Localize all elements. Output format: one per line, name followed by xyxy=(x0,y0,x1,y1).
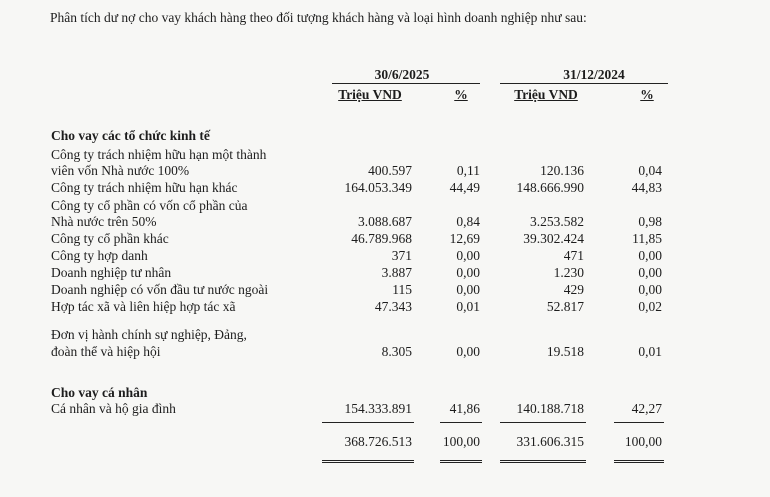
pct-header-2: % xyxy=(640,87,654,102)
table-row xyxy=(0,147,770,163)
row-label: Nhà nước trên 50% xyxy=(51,214,157,229)
row-label: Công ty trách nhiệm hữu hạn một thành xyxy=(51,147,267,162)
row-label: Công ty cổ phần có vốn cổ phần của xyxy=(51,198,248,213)
cell-pct-2025: 41,86 xyxy=(449,401,480,416)
period1-rule xyxy=(332,83,480,84)
row-label: Công ty hợp danh xyxy=(51,248,148,263)
total-pct-2025: 100,00 xyxy=(442,434,480,449)
table-row xyxy=(0,401,770,417)
table-row xyxy=(0,180,770,196)
table-row xyxy=(0,299,770,315)
row-label: Doanh nghiệp có vốn đầu tư nước ngoài xyxy=(51,282,269,297)
total-amount-2025: 368.726.513 xyxy=(344,434,412,449)
unit-header-2: Triệu VND xyxy=(514,87,578,102)
total-pct-2024: 100,00 xyxy=(624,434,662,449)
cell-amount-2024: 39.302.424 xyxy=(523,231,584,246)
table-row xyxy=(0,198,770,214)
table-row xyxy=(0,327,770,343)
cell-pct-2025: 44,49 xyxy=(449,180,480,195)
section-personal-label: Cho vay cá nhân xyxy=(51,385,148,400)
period1-header: 30/6/2025 xyxy=(374,67,430,82)
cell-amount-2024: 1.230 xyxy=(553,265,584,280)
total-rule-bottom xyxy=(322,460,414,463)
cell-pct-2025: 0,00 xyxy=(456,344,480,359)
cell-pct-2024: 0,02 xyxy=(638,299,662,314)
cell-amount-2024: 471 xyxy=(563,248,584,263)
cell-amount-2025: 154.333.891 xyxy=(344,401,412,416)
cell-pct-2025: 0,11 xyxy=(456,163,480,178)
cell-amount-2024: 19.518 xyxy=(546,344,584,359)
row-label: Đơn vị hành chính sự nghiệp, Đảng, xyxy=(51,327,247,342)
total-rule-top xyxy=(614,422,664,423)
total-rule-bottom xyxy=(440,460,482,463)
cell-pct-2024: 0,00 xyxy=(638,265,662,280)
cell-amount-2025: 46.789.968 xyxy=(351,231,412,246)
cell-amount-2025: 400.597 xyxy=(368,163,412,178)
cell-amount-2025: 47.343 xyxy=(374,299,412,314)
cell-amount-2025: 3.088.687 xyxy=(358,214,412,229)
cell-pct-2024: 0,00 xyxy=(638,282,662,297)
table-row xyxy=(0,248,770,264)
total-amount-2024: 331.606.315 xyxy=(516,434,584,449)
cell-pct-2025: 0,84 xyxy=(456,214,480,229)
row-label: viên vốn Nhà nước 100% xyxy=(51,163,190,178)
period2-rule xyxy=(500,83,668,84)
pct-header-1: % xyxy=(454,87,468,102)
cell-amount-2024: 3.253.582 xyxy=(530,214,584,229)
cell-pct-2024: 0,98 xyxy=(638,214,662,229)
intro-text: Phân tích dư nợ cho vay khách hàng theo đối tượng khách hàng và loại hình doanh nghiệp như sau: xyxy=(50,10,587,25)
total-row xyxy=(0,434,770,450)
cell-amount-2024: 140.188.718 xyxy=(516,401,584,416)
table-row xyxy=(0,282,770,298)
row-label: Cá nhân và hộ gia đình xyxy=(51,401,176,416)
cell-pct-2025: 0,00 xyxy=(456,265,480,280)
cell-amount-2025: 8.305 xyxy=(381,344,412,359)
total-rule-top xyxy=(440,422,482,423)
cell-amount-2025: 371 xyxy=(391,248,412,263)
cell-pct-2025: 0,00 xyxy=(456,282,480,297)
cell-pct-2024: 11,85 xyxy=(632,231,662,246)
table-row xyxy=(0,344,770,360)
cell-pct-2025: 0,00 xyxy=(456,248,480,263)
total-rule-bottom xyxy=(614,460,664,463)
cell-pct-2024: 0,01 xyxy=(638,344,662,359)
cell-amount-2025: 164.053.349 xyxy=(344,180,412,195)
period2-header: 31/12/2024 xyxy=(563,67,625,82)
section-heading xyxy=(0,385,770,401)
cell-amount-2025: 115 xyxy=(392,282,412,297)
cell-amount-2025: 3.887 xyxy=(381,265,412,280)
table-row xyxy=(0,163,770,179)
table-row xyxy=(0,265,770,281)
row-label: Hợp tác xã và liên hiệp hợp tác xã xyxy=(51,299,236,314)
table-row xyxy=(0,214,770,230)
table-row xyxy=(0,231,770,247)
total-rule-top xyxy=(322,422,414,423)
row-label: Công ty cổ phần khác xyxy=(51,231,169,246)
cell-pct-2025: 12,69 xyxy=(449,231,480,246)
unit-header-1: Triệu VND xyxy=(338,87,402,102)
cell-pct-2024: 44,83 xyxy=(631,180,662,195)
cell-amount-2024: 429 xyxy=(563,282,584,297)
section-org-label: Cho vay các tổ chức kinh tế xyxy=(51,128,210,143)
total-rule-bottom xyxy=(500,460,586,463)
row-label: Công ty trách nhiệm hữu hạn khác xyxy=(51,180,238,195)
cell-pct-2024: 0,00 xyxy=(638,248,662,263)
cell-pct-2024: 42,27 xyxy=(631,401,662,416)
row-label: Doanh nghiệp tư nhân xyxy=(51,265,172,280)
section-heading xyxy=(0,128,770,144)
total-rule-top xyxy=(500,422,586,423)
row-label: đoàn thể và hiệp hội xyxy=(51,344,161,359)
cell-amount-2024: 52.817 xyxy=(546,299,584,314)
cell-pct-2024: 0,04 xyxy=(638,163,662,178)
cell-amount-2024: 148.666.990 xyxy=(516,180,584,195)
cell-amount-2024: 120.136 xyxy=(540,163,584,178)
cell-pct-2025: 0,01 xyxy=(456,299,480,314)
